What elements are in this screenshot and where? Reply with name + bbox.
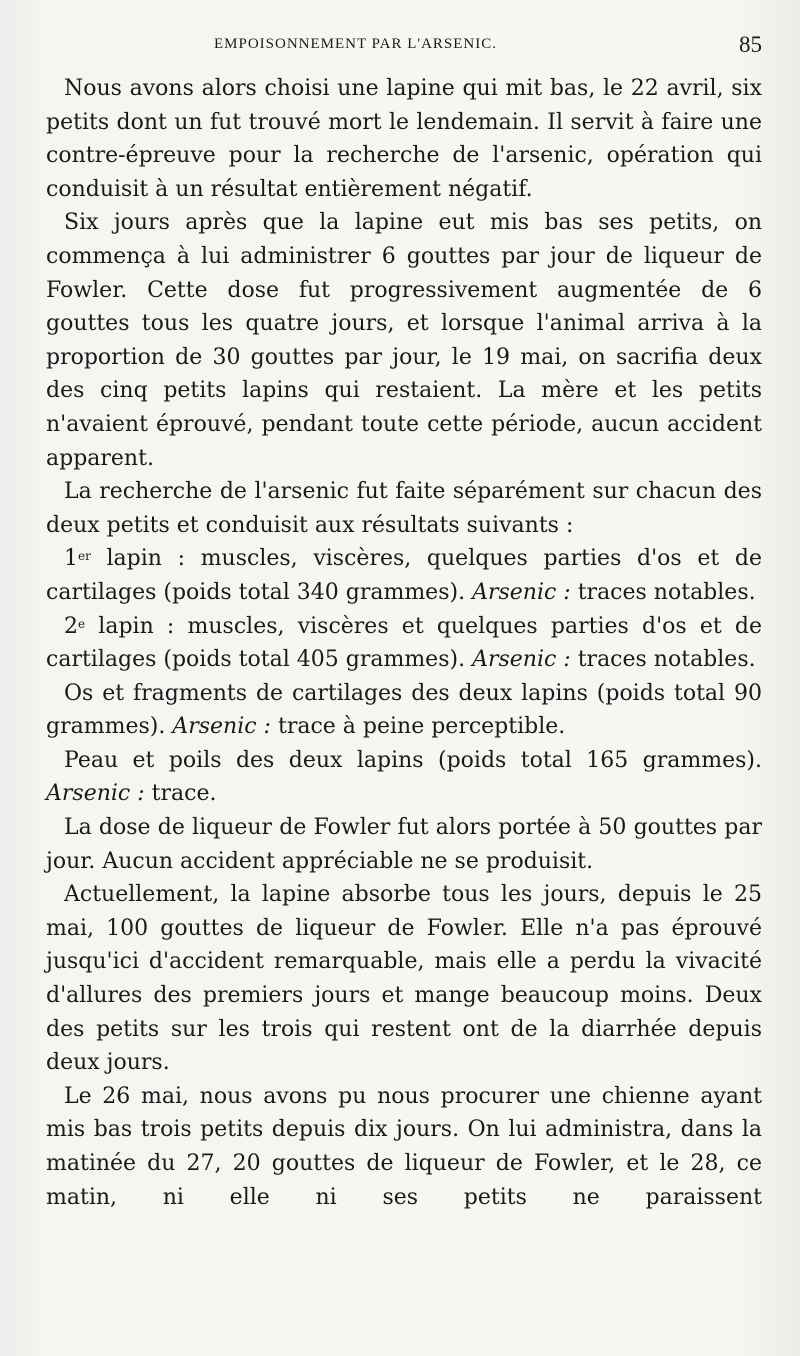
paragraph-9: Actuellement, la lapine absorbe tous les jours, depuis le 25 mai, 100 gouttes de liqueur de Fowler. Elle n'a pas éprouvé jusqu'ici d'accident remarquable, mais elle a perdu la vivacité d'allures des premiers jours et mange beaucoup moins. Deux des petits sur les trois qui restent ont de la diarrhée depuis deux jours. [46, 882, 762, 1076]
arsenic-label: Arsenic : [472, 647, 571, 673]
arsenic-label: Arsenic : [472, 579, 571, 605]
ordinal-number: 1 [64, 546, 78, 572]
arsenic-label: Arsenic : [46, 781, 145, 807]
paragraph-8: La dose de liqueur de Fowler fut alors portée à 50 gouttes par jour. Aucun accident appréciable ne se produisit. [46, 815, 762, 874]
result-value: trace à peine perceptible. [270, 714, 566, 740]
running-header [46, 32, 762, 72]
paragraph-3: La recherche de l'arsenic fut faite séparément sur chacun des deux petits et conduisit aux résultats suivants : [46, 479, 762, 538]
result-text: lapin : muscles, viscères et quelques parties d'os et de cartilages (poids total 405 grammes). [46, 613, 762, 673]
paragraph-result-1 [46, 542, 762, 609]
ordinal-number: 2 [64, 613, 78, 639]
paragraph-result-3 [46, 677, 762, 744]
paragraph-2: Six jours après que la lapine eut mis bas ses petits, on commença à lui administrer 6 gouttes par jour de liqueur de Fowler. Cette dose fut progressivement augmentée de 6 gouttes tous les quatre jours, et lorsque l'animal arriva à la proportion de 30 gouttes par jour, le 19 mai, on sacrifia deux des cinq petits lapins qui restaient. La mère et les petits n'avaient éprouvé, pendant toute cette période, aucun accident apparent. [46, 210, 762, 471]
arsenic-label: Arsenic : [172, 714, 271, 740]
paragraph-result-4 [46, 744, 762, 811]
paragraph-10: Le 26 mai, nous avons pu nous procurer une chienne ayant mis bas trois petits depuis dix jours. On lui administra, dans la matinée du 27, 20 gouttes de liqueur de Fowler, et le 28, ce matin, ni elle ni ses petits ne paraissent [46, 1083, 762, 1210]
header-title: EMPOISONNEMENT PAR L'ARSENIC. [214, 36, 497, 52]
result-value: traces notables. [570, 647, 756, 673]
result-value: traces notables. [570, 579, 756, 605]
page-number: 85 [739, 32, 762, 57]
body-text [46, 72, 762, 1214]
result-text: Os et fragments de cartilages des deux lapins (poids total 90 grammes). [46, 680, 762, 740]
result-value: trace. [144, 781, 217, 807]
paragraph-result-2 [46, 610, 762, 677]
ordinal-suffix: e [78, 616, 86, 631]
paragraph-1: Nous avons alors choisi une lapine qui mit bas, le 22 avril, six petits dont un fut trouvé mort le lendemain. Il servit à faire une contre-épreuve pour la recherche de l'arsenic, opération qui conduisit à un résultat entièrement négatif. [46, 76, 762, 202]
ordinal-suffix: er [78, 549, 91, 564]
result-text: Peau et poils des deux lapins (poids total 165 grammes). [64, 747, 762, 773]
result-text: lapin : muscles, viscères, quelques parties d'os et de cartilages (poids total 340 grammes). [46, 546, 762, 605]
